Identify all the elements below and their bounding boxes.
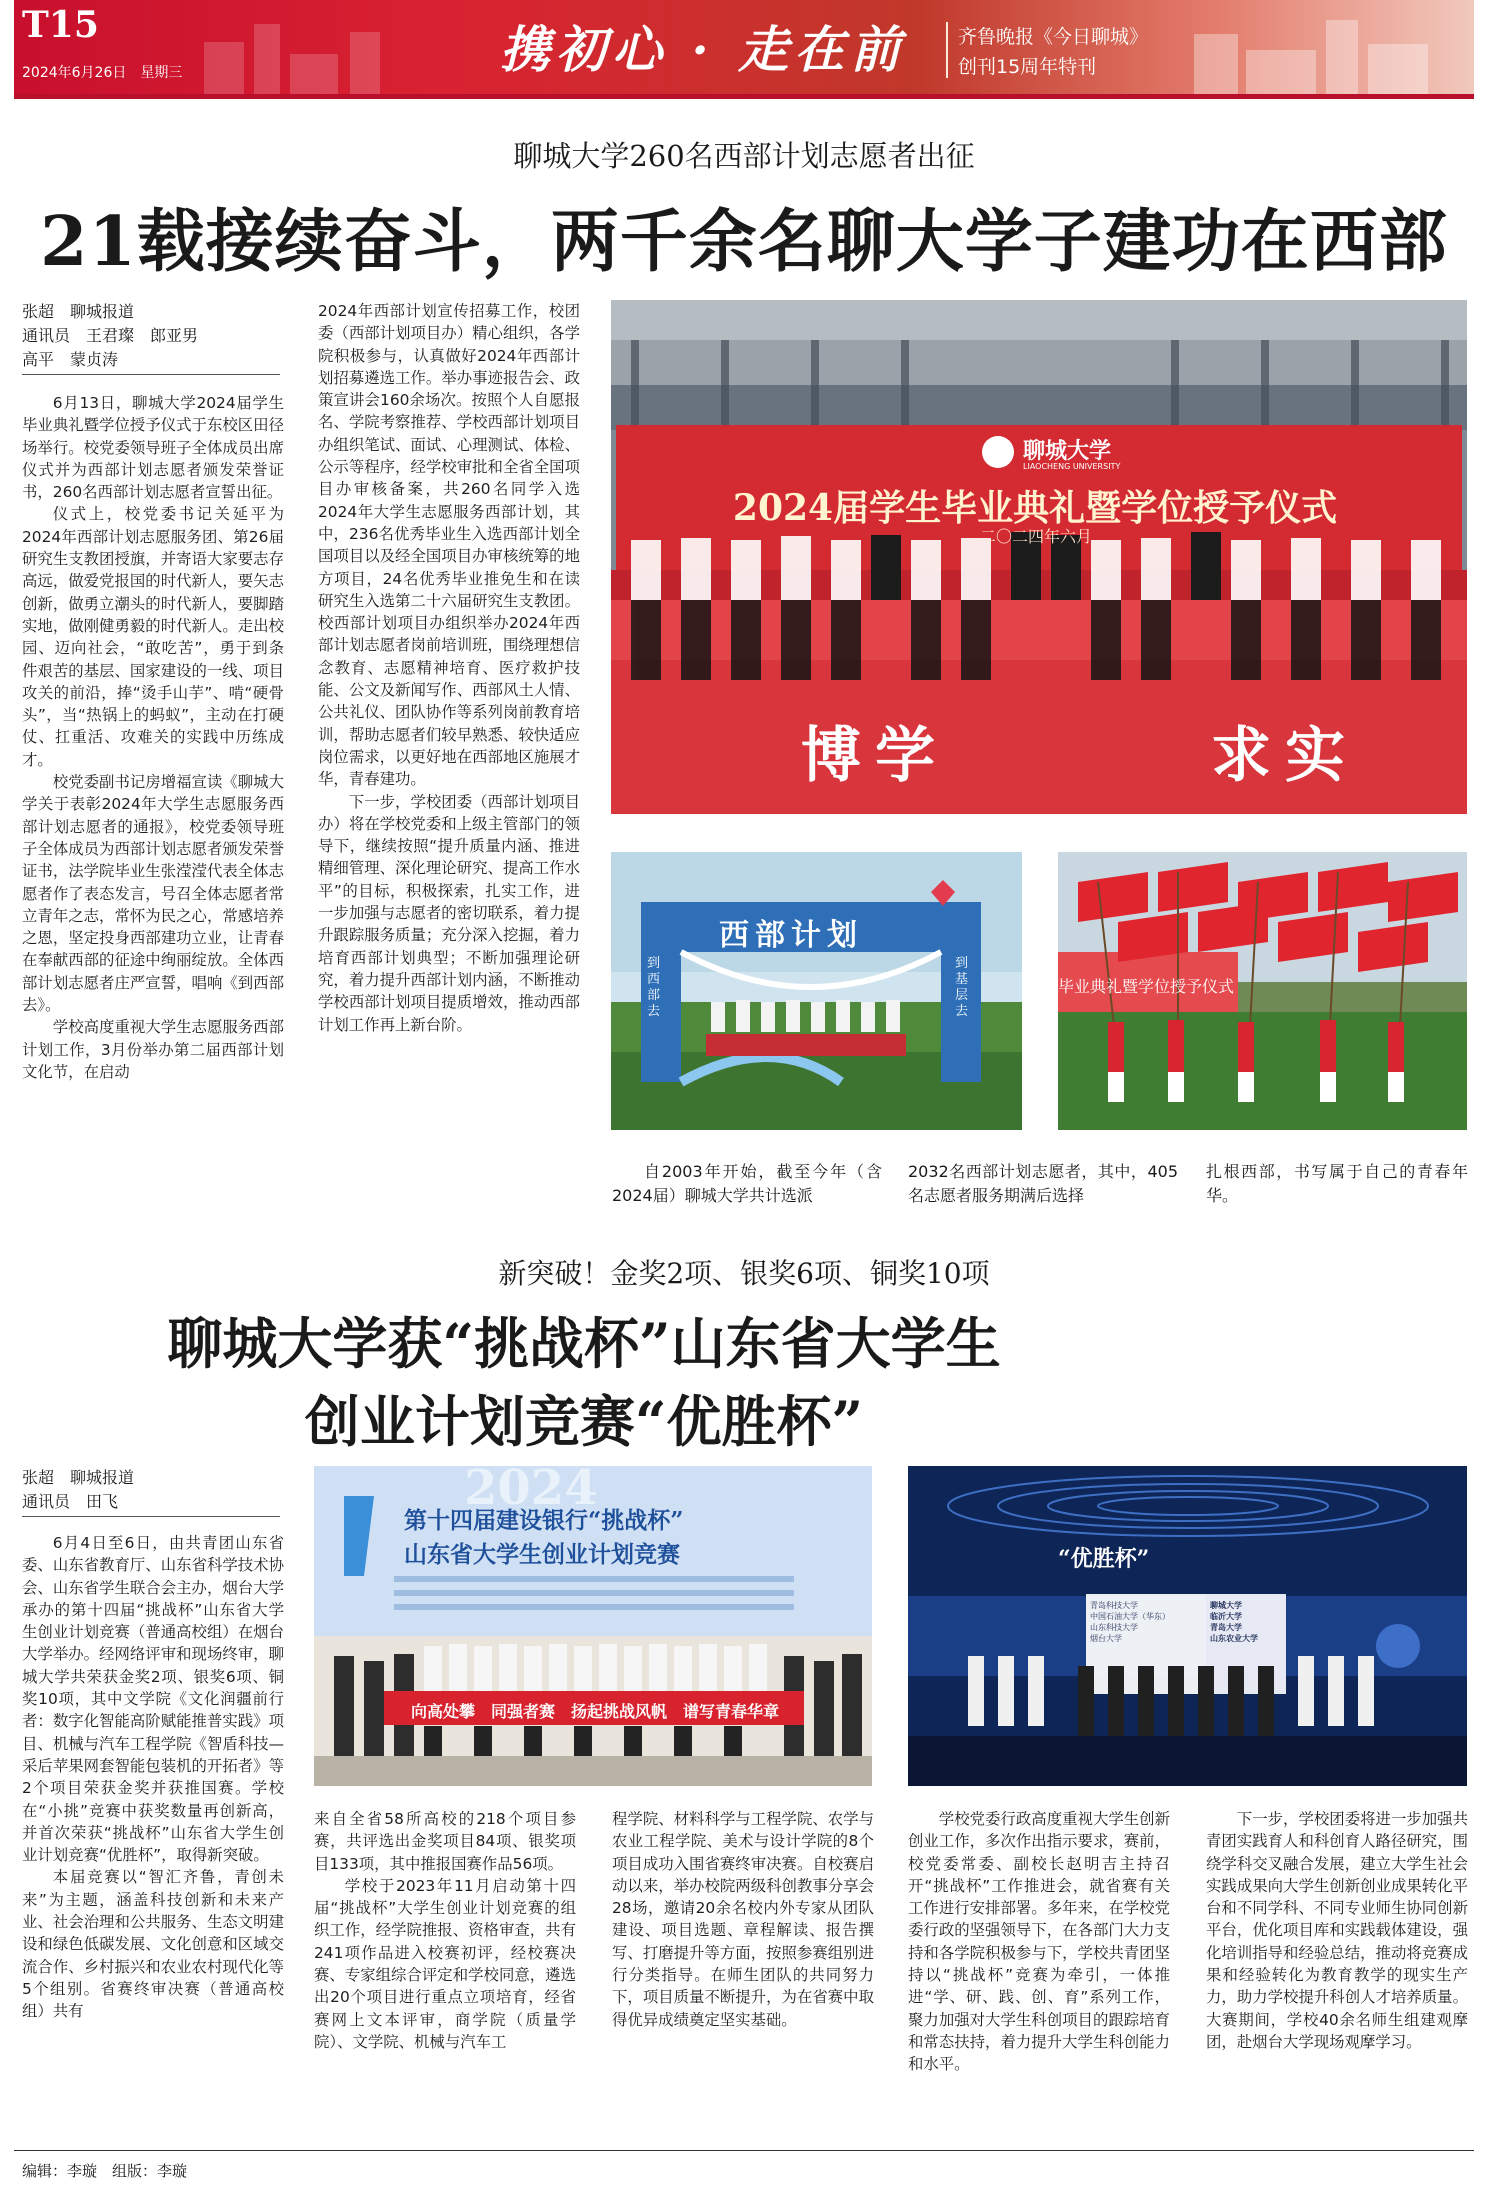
page-number: T15: [22, 4, 99, 46]
article2-column-2: [314, 1808, 576, 2053]
article1-byline-3: 高平 蒙贞涛: [22, 350, 119, 369]
floor-text-left: 博学: [801, 721, 949, 791]
skyline-building: [1194, 34, 1238, 94]
article2-byline-1: 张超 聊城报道: [22, 1468, 135, 1487]
caption-text: 2032名西部计划志愿者，其中，405名志愿者服务期满后选择: [908, 1162, 1178, 1205]
stage-banner-text: 2024届学生毕业典礼暨学位授予仪式: [732, 487, 1338, 529]
floor-text-right: 求实: [1211, 721, 1359, 791]
ceremony-photo: [611, 300, 1467, 814]
caption-text: 自2003年开始，截至今年（含2024届）聊城大学共计选派: [612, 1162, 882, 1205]
paragraph: 下一步，学校团委将进一步加强共青团实践育人和科创育人路径研究，围绕学科交叉融合发展，建立大学生社会实践成果向大学生创新创业成果转化平台和不同学科、不同专业师生协同创新平台，优化项目库和实践载体建设，强化培训指导和经验总结，推动将竞赛成果和经验转化为教育教学的现实生产力，助力学校提升科创人才培养质量。大赛期间，学校40余名师生组建观摩团，赴烟台大学现场观摩学习。: [1206, 1810, 1468, 2051]
article2-column-5: [1206, 1808, 1468, 2053]
award-photo-art: [908, 1466, 1467, 1786]
article2-column-1: [22, 1532, 284, 2023]
awards-board-entry: 烟台大学: [1090, 1634, 1122, 1643]
awards-board-entry: 中国石油大学（华东）: [1090, 1612, 1170, 1621]
flags-photo-banner: 毕业典礼暨学位授予仪式: [1058, 977, 1235, 996]
article2-byline-2: 通讯员 田飞: [22, 1492, 119, 1511]
backdrop-year: 2024: [464, 1466, 598, 1516]
brand-line-2: 创刊15周年特刊: [958, 56, 1097, 78]
competition-group-photo: [314, 1466, 872, 1786]
skyline-building: [290, 54, 338, 94]
awards-board-entry: 青岛科技大学: [1090, 1601, 1138, 1610]
arch-left-pillar-text: 到西部去: [647, 956, 661, 1019]
article2-column-4: [908, 1808, 1170, 2076]
award-ceremony-photo: [908, 1466, 1467, 1786]
article2-column-3: [612, 1808, 874, 2031]
issue-date: 2024年6月26日 星期三: [22, 65, 183, 81]
paragraph: 校党委副书记房增福宣读《聊城大学关于表彰2024年大学生志愿服务西部计划志愿者的通报》，校党委领导班子全体成员为西部计划志愿者颁发荣誉证书，法学院毕业生张滢滢代表全体志愿者作了表态发言，号召全体志愿者常立青年之志，常怀为民之心，常感培养之恩，坚定投身西部建功立业，让青春在奉献西部的征途中绚丽绽放。全体西部计划志愿者庄严宣誓，唱响《到西部去》。: [22, 773, 284, 1015]
backdrop-title-1: 第十四届建设银行“挑战杯”: [404, 1507, 684, 1534]
article2-title-line-2: 创业计划竞赛“优胜杯”: [304, 1389, 864, 1454]
byline-rule: [22, 374, 280, 375]
skyline-building: [1246, 50, 1316, 94]
paragraph: 下一步，学校团委（西部计划项目办）将在学校党委和上级主管部门的领导下，继续按照“提升质量内涵、推进精细管理、深化理论研究、提高工作水平”的目标，积极探索，扎实工作，进一步加强与志愿者的密切联系，着力提升跟踪服务质量；充分深入挖掘，着力培育西部计划典型；不断加强理论研究，着力提升西部计划内涵，不断推动学校西部计划项目提质增效，推动西部计划工作再上新台阶。: [318, 792, 580, 1034]
skyline-building: [254, 24, 280, 94]
article1-column-1: [22, 392, 284, 1083]
backdrop-title-2: 山东省大学生创业计划竞赛: [404, 1541, 680, 1568]
stage-screen-text: “优胜杯”: [1058, 1546, 1150, 1572]
arch-title: 西部计划: [719, 918, 863, 953]
awards-board-list: [1090, 1600, 1170, 1644]
article1-title: 21载接续奋斗，两千余名聊大学子建功在西部: [40, 202, 1448, 282]
article1-column-2: [318, 300, 580, 1036]
paragraph: 6月13日，聊城大学2024届学生毕业典礼暨学位授予仪式于东校区田径场举行。校党委领导班子全体成员出席仪式并为西部计划志愿者颁发荣誉证书，260名西部计划志愿者宣誓出征。: [22, 394, 284, 502]
article1-byline-2: 通讯员 王君璨 郎亚男: [22, 326, 199, 345]
stage-banner-date: 二〇二四年六月: [979, 527, 1092, 546]
awards-board-entry: 青岛大学: [1210, 1623, 1242, 1632]
masthead-divider: [946, 22, 948, 78]
skyline-building: [1368, 44, 1428, 94]
awards-board-entry: 临沂大学: [1210, 1612, 1242, 1621]
group-banner-text: 向高处攀 同强者赛 扬起挑战风帆 谱写青春华章: [410, 1702, 779, 1721]
paragraph: 来自全省58所高校的218个项目参赛，共评选出金奖项目84项、银奖项目133项，其中推报国赛作品56项。: [314, 1810, 576, 1873]
paragraph: 2024年西部计划宣传招募工作，校团委（西部计划项目办）精心组织，各学院积极参与，认真做好2024年西部计划招募遴选工作。举办事迹报告会、政策宣讲会160余场次。按照个人自愿报名、学院考察推荐、学校西部计划项目办组织笔试、面试、心理测试、体检、公示等程序，经学校审批和全省全国项目办审核备案，共260名同学入选2024年大学生志愿服务西部计划，其中，236名优秀毕业生入选西部计划全国项目以及经全国项目办审核统筹的地方项目，24名优秀毕业推免生和在读研究生入选第二十六届研究生支教团。校西部计划项目办组织举办2024年西部计划志愿者岗前培训班，围绕理想信念教育、志愿精神培育、医疗救护技能、公文及新闻写作、西部风土人情、公共礼仪、团队协作等系列岗前教育培训，帮助志愿者们较早熟悉、较快适应岗位需求，以更好地在西部地区施展才华，青春建功。: [318, 302, 580, 789]
photo-caption-part-2: [908, 1160, 1178, 1208]
caption-text: 扎根西部，书写属于自己的青春年华。: [1206, 1162, 1468, 1205]
skyline-building: [204, 42, 244, 94]
paragraph: 学校党委行政高度重视大学生创新创业工作，多次作出指示要求，赛前，校党委常委、副校长赵明吉主持召开“挑战杯”工作推进会，就省赛有关工作进行安排部署。多年来，在学校党委行政的坚强领导下，在各部门大力支持和各学院积极参与下，学校共青团坚持以“挑战杯”竞赛为牵引，一体推进“学、研、践、创、育”系列工作，聚力加强对大学生科创项目的跟踪培育和常态扶持，着力提升大学生科创能力和水平。: [908, 1810, 1170, 2074]
awards-board-highlight: [1210, 1600, 1258, 1644]
footer-editor: 编辑：李璇 组版：李璇: [22, 2162, 188, 2180]
paragraph: 本届竞赛以“智汇齐鲁，青创未来”为主题，涵盖科技创新和未来产业、社会治理和公共服务、生态文明建设和绿色低碳发展、文化创意和区域交流合作、乡村振兴和农业农村现代化等5个组别。省赛终审决赛（普通高校组）共有: [22, 1868, 284, 2021]
skyline-building: [1326, 20, 1358, 94]
university-logo-text: 聊城大学: [1023, 438, 1112, 464]
arch-right-pillar-text: 到基层去: [955, 956, 969, 1019]
paragraph: 学校高度重视大学生志愿服务西部计划工作，3月份举办第二届西部计划文化节，在启动: [22, 1018, 284, 1081]
paragraph: 仪式上，校党委书记关延平为2024年西部计划志愿服务团、第26届研究生支教团授旗，并寄语大家要志存高远，做爱党报国的时代新人，要矢志创新，做勇立潮头的时代新人，要脚踏实地，做刚健勇毅的时代新人。走出校园、迈向社会，“敢吃苦”，勇于到条件艰苦的基层、国家建设的一线、项目攻关的前沿，捧“烫手山芋”、啃“硬骨头”，当“热锅上的蚂蚁”，主动在打硬仗、扛重活、攻难关的实践中历练成才。: [22, 505, 284, 769]
university-logo-en: LIAOCHENG UNIVERSITY: [1023, 462, 1121, 471]
brand-line-1: 齐鲁晚报《今日聊城》: [958, 26, 1149, 48]
article2-title-line-1: 聊城大学获“挑战杯”山东省大学生: [167, 1311, 1001, 1376]
west-plan-arch-photo: [611, 852, 1022, 1130]
awards-board-entry: 聊城大学: [1210, 1601, 1242, 1610]
photo-caption-part-1: [612, 1160, 882, 1208]
masthead-rule: [14, 94, 1474, 99]
flag-bearers-photo: [1058, 852, 1467, 1130]
skyline-building: [350, 32, 380, 94]
masthead-slogan: 携初心 · 走在前: [500, 20, 907, 79]
article1-byline-1: 张超 聊城报道: [22, 302, 135, 321]
paragraph: 6月4日至6日，由共青团山东省委、山东省教育厅、山东省科学技术协会、山东省学生联合会主办，烟台大学承办的第十四届“挑战杯”山东省大学生创业计划竞赛（普通高校组）在烟台大学举办。经网络评审和现场终审，聊城大学共荣获金奖2项、银奖6项、铜奖10项，其中文学院《文化润疆前行者：数字化智能高阶赋能推普实践》项目、机械与汽车工程学院《智盾科技—采后苹果网套智能包装机的开拓者》等2个项目荣获金奖并获推国赛。学校在“小挑”竞赛中获奖数量再创新高，并首次荣获“挑战杯”山东省大学生创业计划竞赛“优胜杯”，取得新突破。: [22, 1534, 284, 1865]
article2-subtitle: 新突破！金奖2项、银奖6项、铜奖10项: [498, 1257, 990, 1290]
awards-board-entry: 山东农业大学: [1210, 1634, 1258, 1643]
paragraph: 程学院、材料科学与工程学院、农学与农业工程学院、美术与设计学院的8个项目成功入围省赛终审决赛。自校赛启动以来，举办校院两级科创教事分享会28场，邀请20余名校内外专家从团队建设、项目选题、章程解读、报告撰写、打磨提升等方面，按照参赛组别进行分类指导。在师生团队的共同努力下，项目质量不断提升，为在省赛中取得优异成绩奠定坚实基础。: [612, 1810, 874, 2029]
paragraph: 学校于2023年11月启动第十四届“挑战杯”大学生创业计划竞赛的组织工作，经学院推报、资格审查，共有241项作品进入校赛初评，经校赛决赛、专家组综合评定和学校同意，遴选出20个项目进行重点立项培育，经省赛网上文本评审，商学院（质量学院）、文学院、机械与汽车工: [314, 1876, 576, 2051]
awards-board-entry: 山东科技大学: [1090, 1623, 1138, 1632]
photo-caption-part-3: [1206, 1160, 1468, 1208]
byline-rule: [22, 1516, 280, 1517]
footer-rule: [14, 2150, 1474, 2151]
article1-subtitle: 聊城大学260名西部计划志愿者出征: [513, 139, 975, 173]
